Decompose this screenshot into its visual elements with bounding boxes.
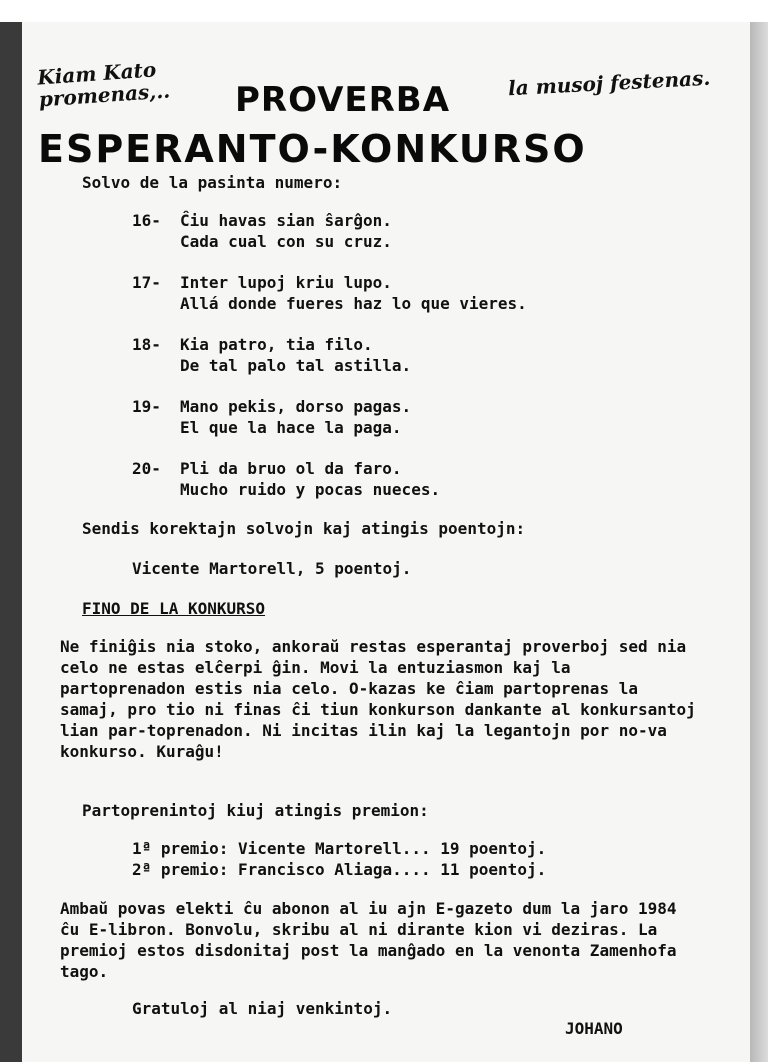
proverb-esperanto: Mano pekis, dorso pagas. xyxy=(180,397,412,416)
paragraph-prizes: Ambaŭ povas elekti ĉu abonon al iu ajn E-gazeto dum la jaro 1984 ĉu E-libron. Bonvolu, skribu al ni dirante kion vi deziras. La premioj estos disdonitaj post la manĝado en la venonta Zamenhofa tago. xyxy=(60,899,677,981)
prizes-intro: Partoprenintoj kiuj atingis premion: xyxy=(82,801,429,820)
closing-line: Gratuloj al niaj venkintoj. xyxy=(132,999,393,1018)
prize-line: 2ª premio: Francisco Aliaga.... 11 poentoj. xyxy=(132,860,547,879)
proverb-spanish: Allá donde fueres haz lo que vieres. xyxy=(180,294,527,313)
scan-top-margin xyxy=(0,0,768,22)
scan-right-edge xyxy=(750,22,768,1062)
proverb-number: 19- xyxy=(132,397,161,416)
proverb-number: 16- xyxy=(132,211,161,230)
proverb-spanish: El que la hace la paga. xyxy=(180,418,402,437)
handwritten-note-right: la musoj festenas. xyxy=(507,65,711,101)
senders-line: Sendis korektajn solvojn kaj atingis poentojn: xyxy=(82,519,526,538)
proverb-spanish: Mucho ruido y pocas nueces. xyxy=(180,480,441,499)
proverb-esperanto: Pli da bruo ol da faro. xyxy=(180,459,402,478)
proverb-esperanto: Kia patro, tia filo. xyxy=(180,335,373,354)
proverb-esperanto: Inter lupoj kriu lupo. xyxy=(180,273,392,292)
prize-line: 1ª premio: Vicente Martorell... 19 poentoj. xyxy=(132,839,547,858)
proverb-number: 20- xyxy=(132,459,161,478)
paragraph-end-contest: Ne finiĝis nia stoko, ankoraŭ restas esperantaj proverboj sed nia celo ne estas elĉerpi ĝin. Movi la entuziasmon kaj la partoprenadon estis nia celo. O-kazas ke ĉiam partoprenas la samaj, pro tio ni finas ĉi tiun konkurson dankante al konkursantoj lian par-toprenadon. Ni incitas ilin kaj la legantojn por no-va konkurso. Kuraĝu! xyxy=(60,637,696,761)
section-heading: FINO DE LA KONKURSO xyxy=(82,599,266,618)
title-proverba: PROVERBA xyxy=(235,80,451,120)
proverb-spanish: De tal palo tal astilla. xyxy=(180,356,412,375)
title-konkurso: ESPERANTO-KONKURSO xyxy=(38,127,587,171)
intro-text: Solvo de la pasinta numero: xyxy=(82,173,343,192)
signature: JOHANO xyxy=(565,1019,623,1038)
proverb-number: 18- xyxy=(132,335,161,354)
handwritten-note-left: Kiam Kato promenas,.. xyxy=(36,57,171,112)
proverb-number: 17- xyxy=(132,273,161,292)
winner-line: Vicente Martorell, 5 poentoj. xyxy=(132,559,412,578)
proverb-spanish: Cada cual con su cruz. xyxy=(180,232,392,251)
proverb-esperanto: Ĉiu havas sian ŝarĝon. xyxy=(180,211,392,230)
